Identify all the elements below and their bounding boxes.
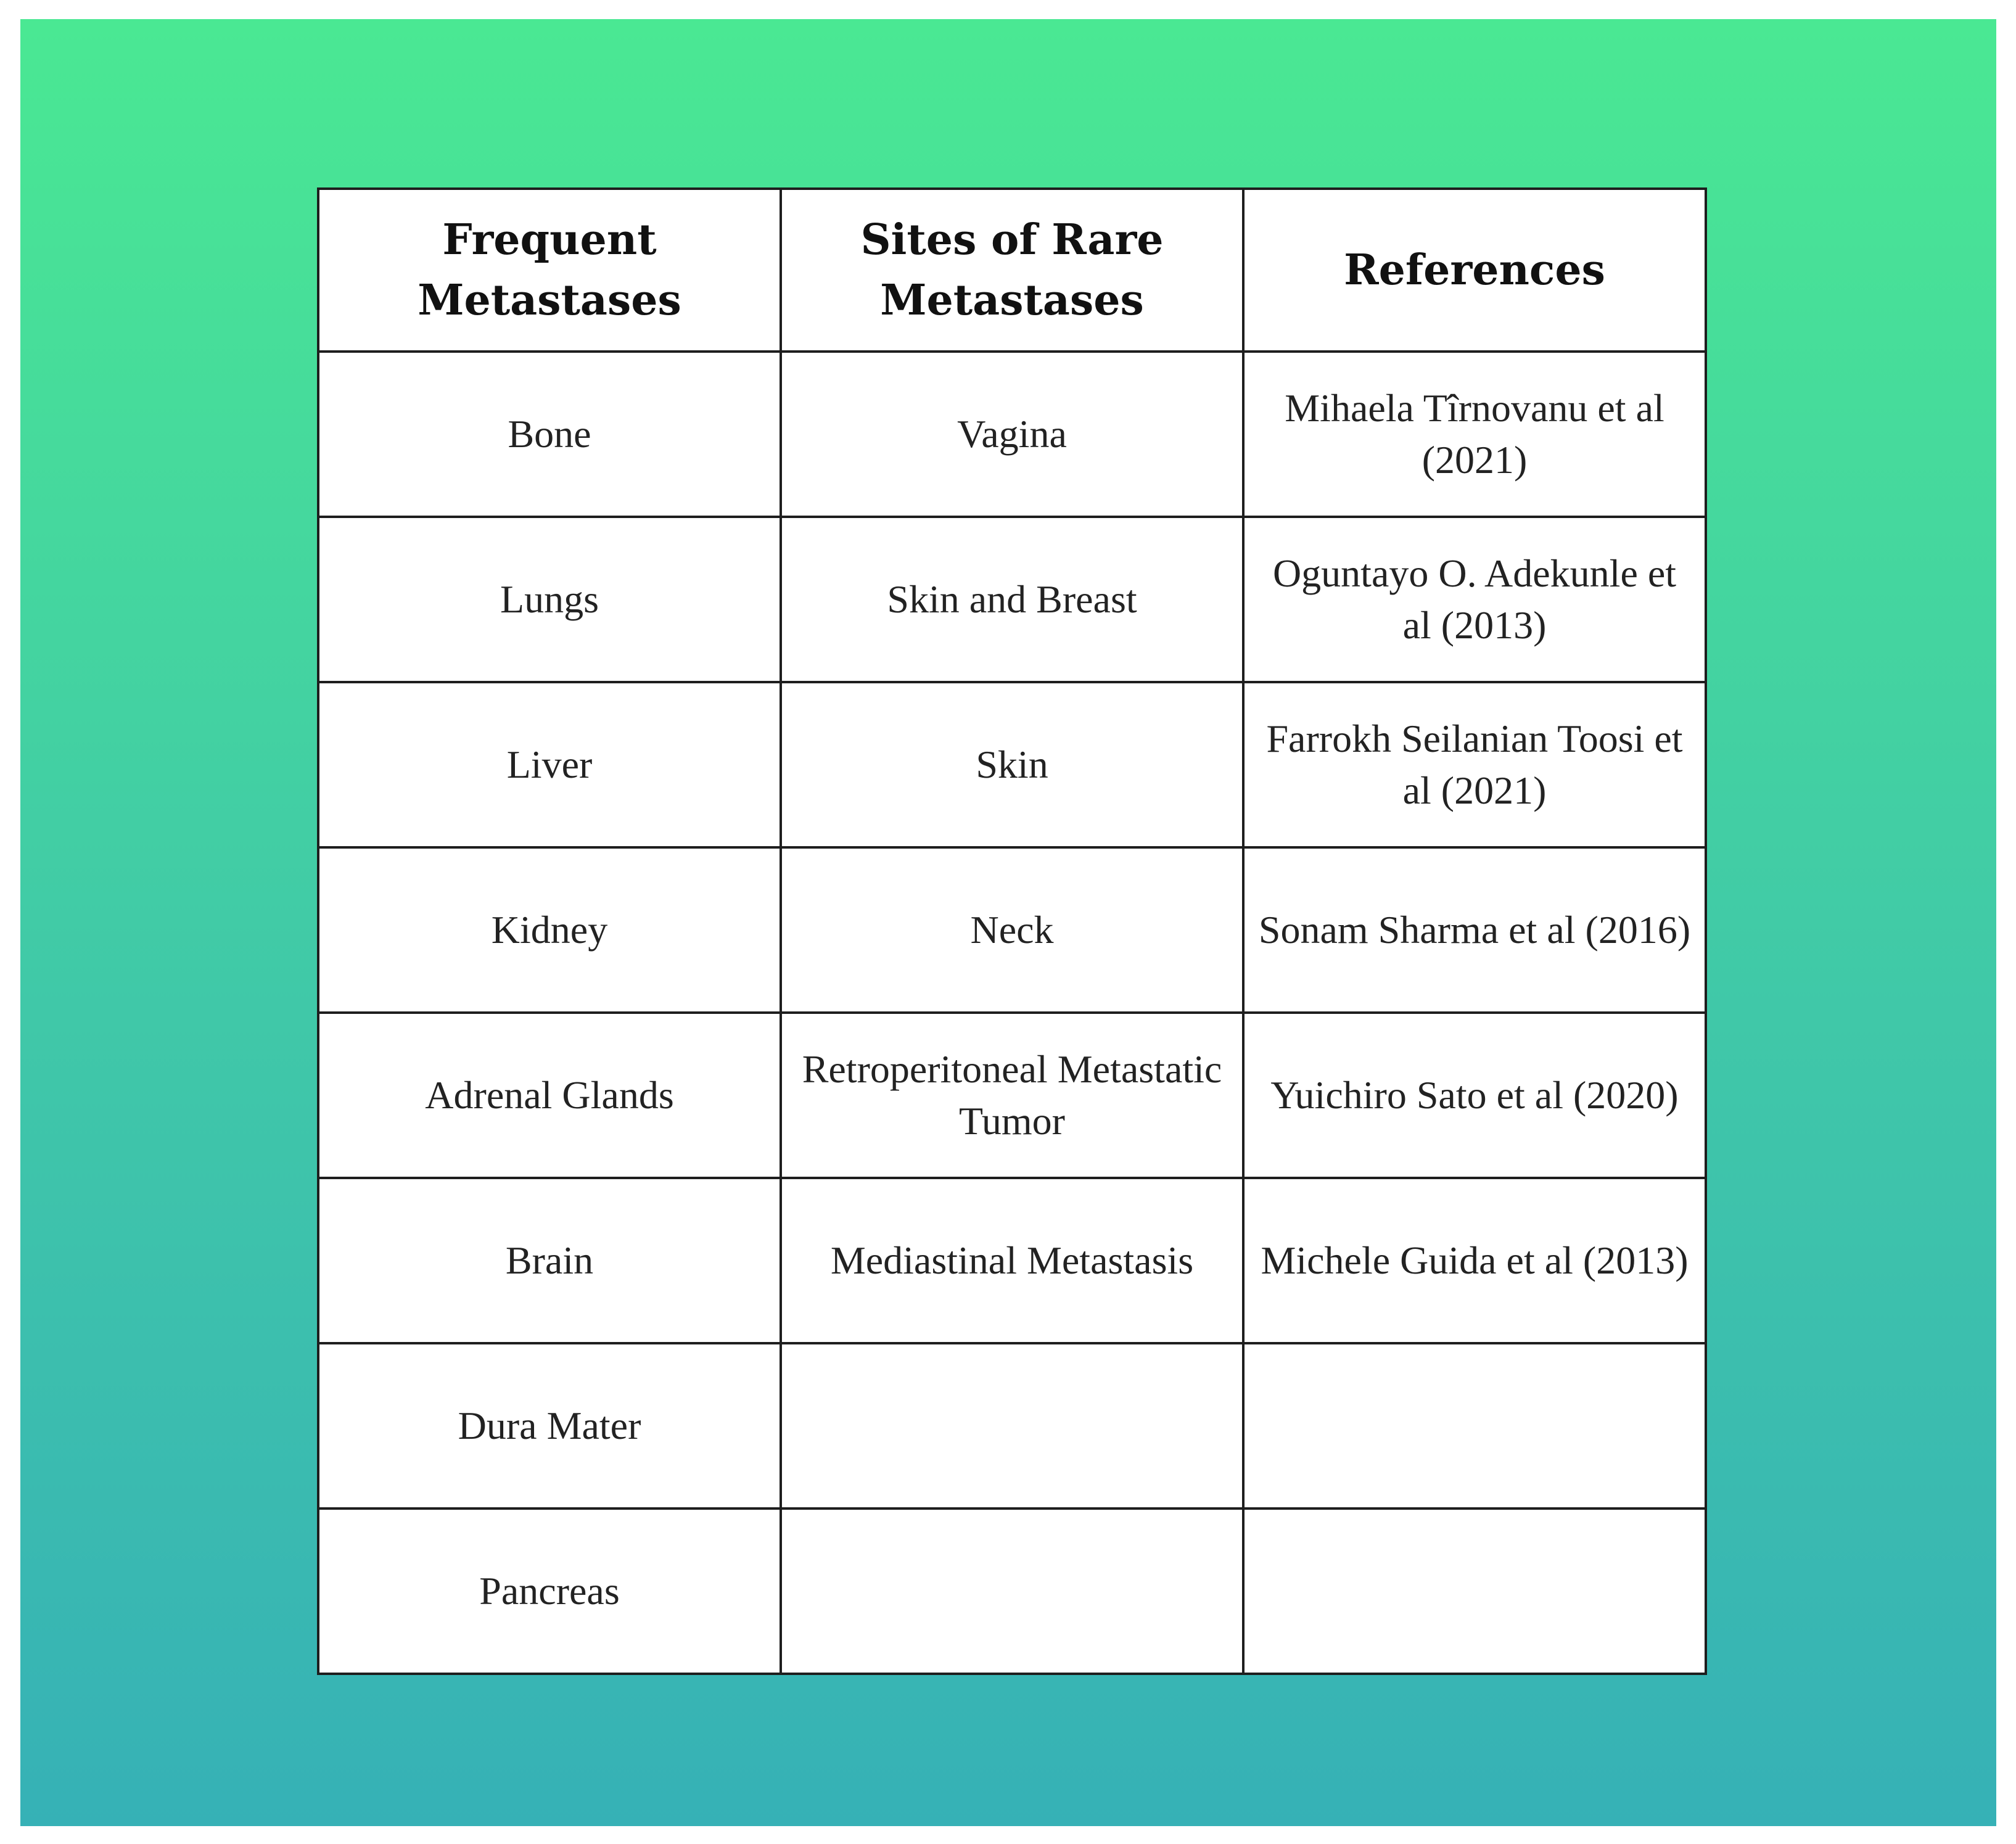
- table-row: [318, 517, 1706, 682]
- rare-metastasis-cell: [781, 1509, 1243, 1674]
- table-row: [318, 682, 1706, 847]
- reference-cell: Mihaela Tîrnovanu et al (2021): [1243, 352, 1706, 517]
- header-rare-metastases-sites: Sites of Rare Metastases: [781, 189, 1243, 352]
- table-row: [318, 1343, 1706, 1509]
- reference-cell: [1243, 1343, 1706, 1509]
- reference-cell: Farrokh Seilanian Toosi et al (2021): [1243, 682, 1706, 847]
- rare-metastasis-cell: Retroperitoneal Metastatic Tumor: [781, 1013, 1243, 1178]
- header-row: [318, 189, 1706, 352]
- frequent-metastasis-cell: Kidney: [318, 847, 781, 1013]
- reference-cell: Michele Guida et al (2013): [1243, 1178, 1706, 1343]
- rare-metastasis-cell: Mediastinal Metastasis: [781, 1178, 1243, 1343]
- table-row: [318, 1013, 1706, 1178]
- rare-metastasis-cell: [781, 1343, 1243, 1509]
- frequent-metastasis-cell: Bone: [318, 352, 781, 517]
- rare-metastasis-cell: Vagina: [781, 352, 1243, 517]
- frequent-metastasis-cell: Adrenal Glands: [318, 1013, 781, 1178]
- frequent-metastasis-cell: Lungs: [318, 517, 781, 682]
- metastases-table: [317, 187, 1707, 1675]
- reference-cell: [1243, 1509, 1706, 1674]
- frequent-metastasis-cell: Liver: [318, 682, 781, 847]
- table-row: [318, 352, 1706, 517]
- reference-cell: Yuichiro Sato et al (2020): [1243, 1013, 1706, 1178]
- rare-metastasis-cell: Skin: [781, 682, 1243, 847]
- header-frequent-metastases: Frequent Metastases: [318, 189, 781, 352]
- header-references: References: [1243, 189, 1706, 352]
- rare-metastasis-cell: Neck: [781, 847, 1243, 1013]
- frequent-metastasis-cell: Dura Mater: [318, 1343, 781, 1509]
- table-row: [318, 1178, 1706, 1343]
- table-row: [318, 1509, 1706, 1674]
- table-row: [318, 847, 1706, 1013]
- reference-cell: Oguntayo O. Adekunle et al (2013): [1243, 517, 1706, 682]
- reference-cell: Sonam Sharma et al (2016): [1243, 847, 1706, 1013]
- frequent-metastasis-cell: Brain: [318, 1178, 781, 1343]
- rare-metastasis-cell: Skin and Breast: [781, 517, 1243, 682]
- frequent-metastasis-cell: Pancreas: [318, 1509, 781, 1674]
